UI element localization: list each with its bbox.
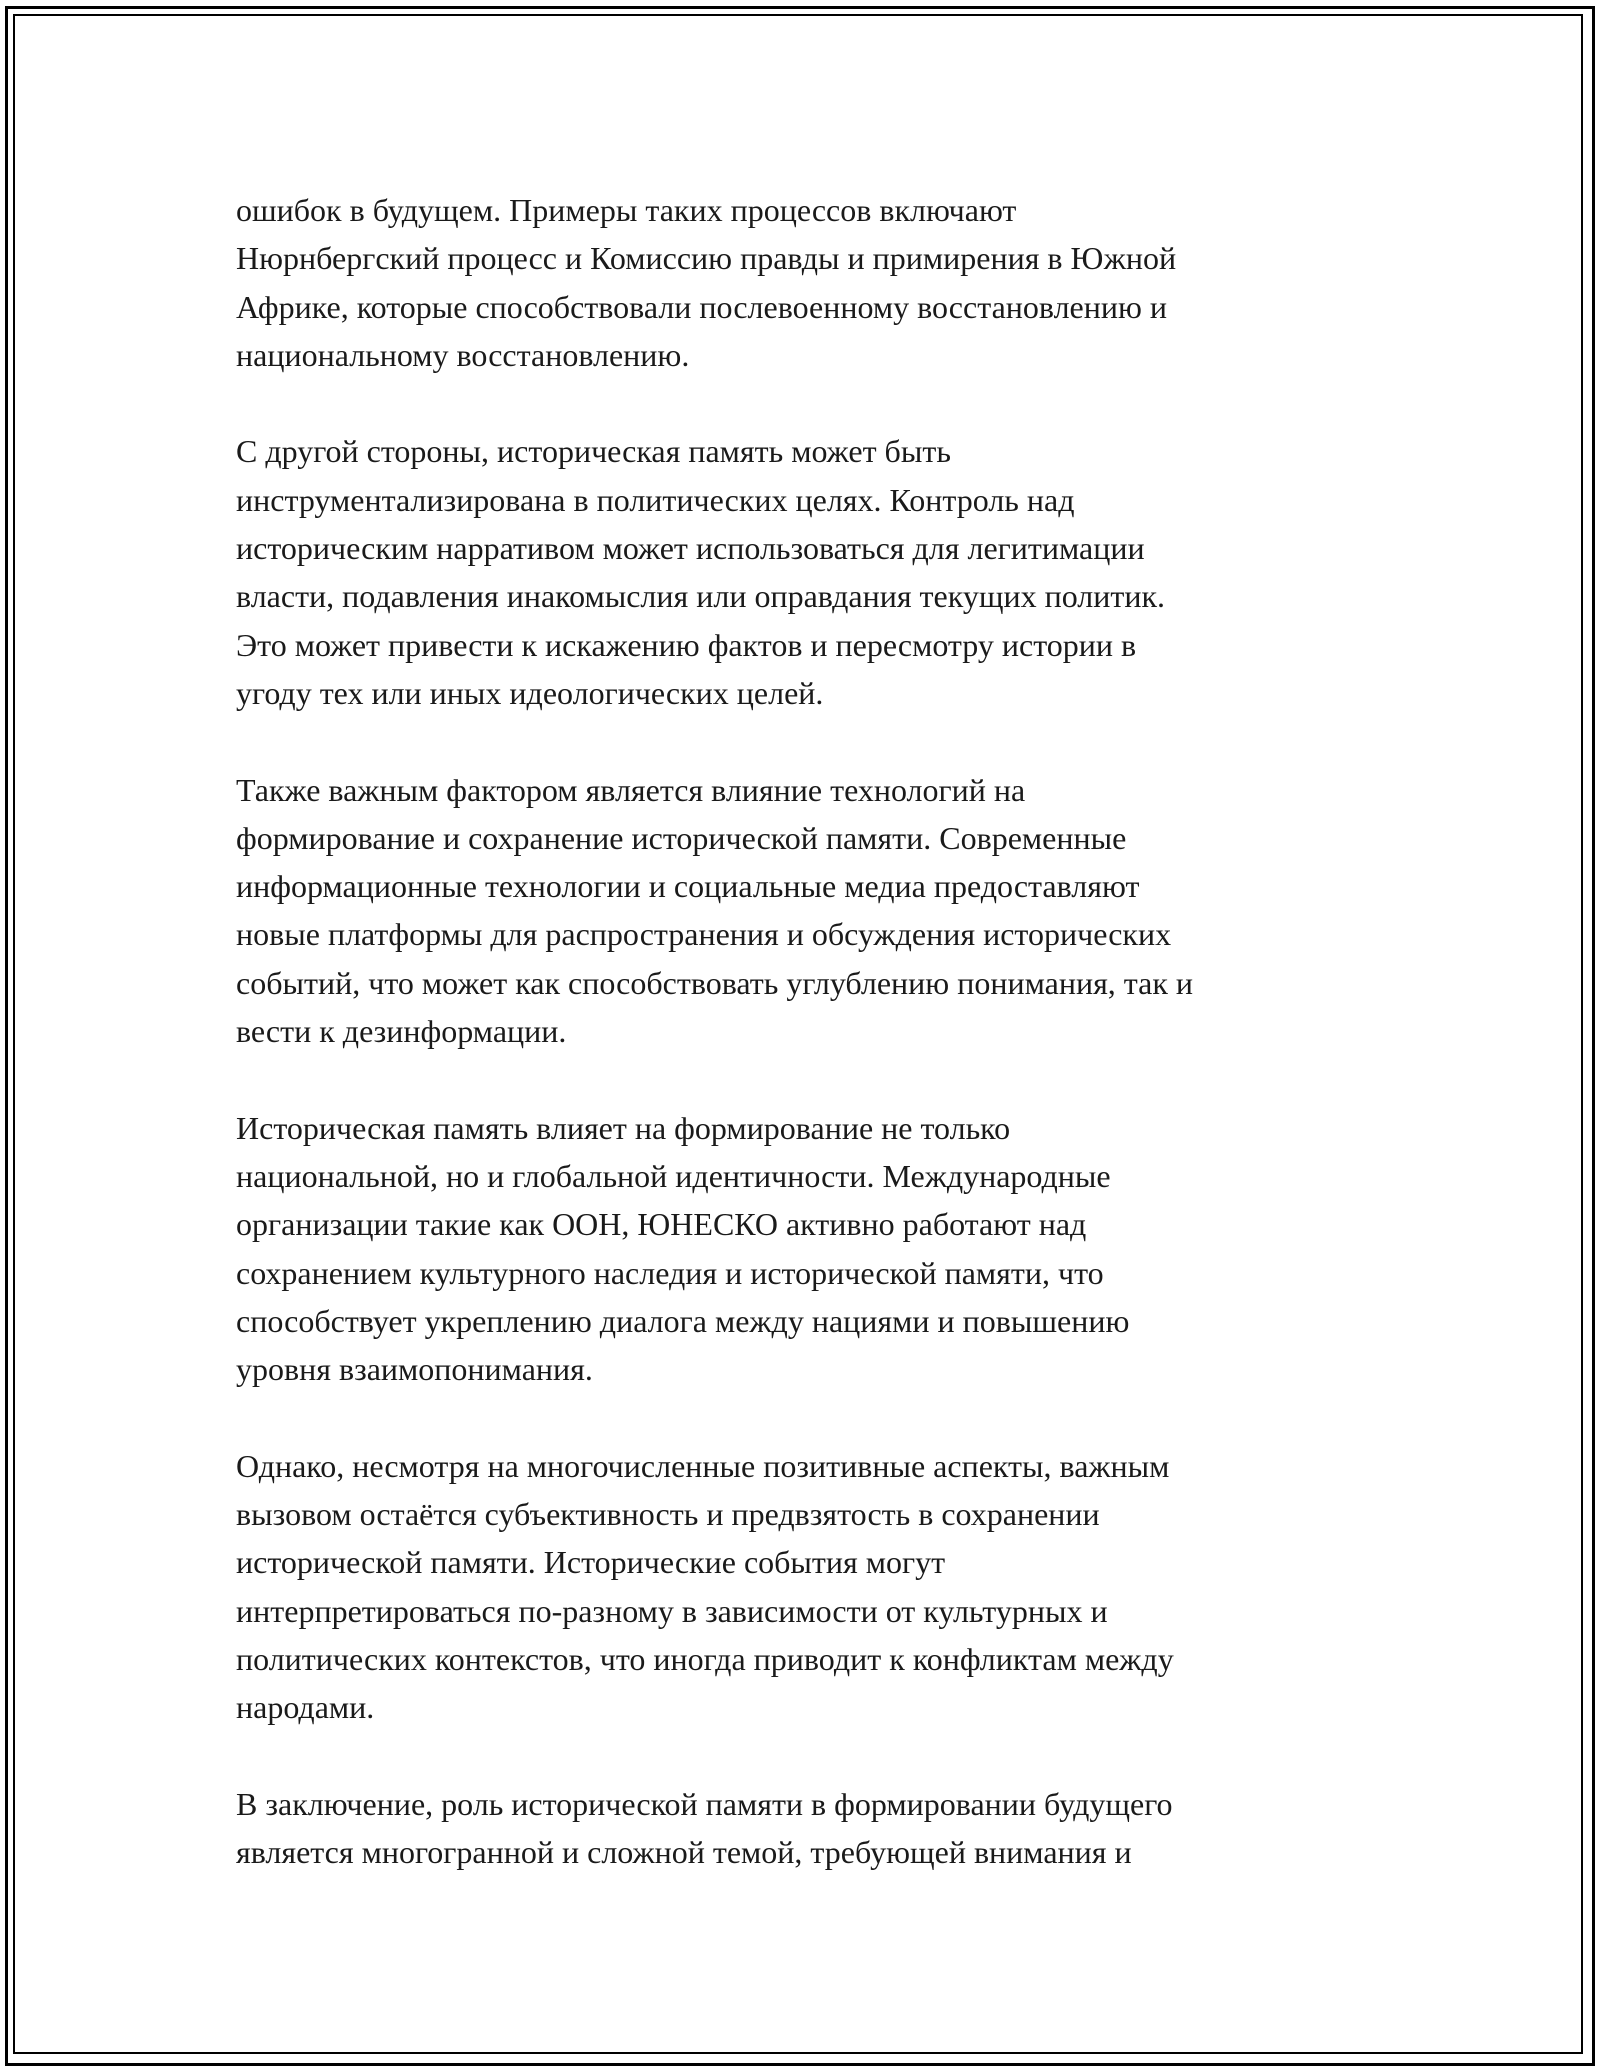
text-line: информационные технологии и социальные медиа предоставляют — [236, 868, 1140, 905]
text-line: исторической памяти. Исторические события могут — [236, 1544, 946, 1581]
text-line: организации такие как ООН, ЮНЕСКО активно работают над — [236, 1206, 1087, 1243]
text-line: историческим нарративом может использоваться для легитимации — [236, 530, 1145, 567]
text-line: С другой стороны, историческая память может быть — [236, 433, 951, 470]
document-body — [236, 186, 1366, 1925]
text-line: Также важным фактором является влияние технологий на — [236, 771, 1026, 808]
paragraph-2 — [236, 427, 1366, 717]
text-line: вести к дезинформации. — [236, 1013, 567, 1050]
text-line: власти, подавления инакомыслия или оправдания текущих политик. — [236, 578, 1166, 615]
text-line: народами. — [236, 1689, 375, 1726]
text-line: интерпретироваться по-разному в зависимости от культурных и — [236, 1592, 1108, 1629]
text-line: угоду тех или иных идеологических целей. — [236, 674, 824, 711]
text-line: инструментализирована в политических целях. Контроль над — [236, 481, 1075, 518]
text-line: формирование и сохранение исторической памяти. Современные — [236, 819, 1127, 856]
paragraph-6 — [236, 1780, 1366, 1877]
text-line: новые платформы для распространения и обсуждения исторических — [236, 916, 1172, 953]
text-line: Историческая память влияет на формирование не только — [236, 1109, 1011, 1146]
text-line: событий, что может как способствовать углублению понимания, так и — [236, 964, 1194, 1001]
paragraph-4 — [236, 1104, 1366, 1394]
text-line: сохранением культурного наследия и исторической памяти, что — [236, 1254, 1104, 1291]
text-line: Однако, несмотря на многочисленные позитивные аспекты, важным — [236, 1447, 1170, 1484]
text-line: ошибок в будущем. Примеры таких процессов включают — [236, 192, 1017, 228]
paragraph-1 — [236, 186, 1366, 379]
text-line: уровня взаимопонимания. — [236, 1351, 593, 1388]
text-line: Африке, которые способствовали послевоенному восстановлению и — [236, 288, 1168, 325]
text-line: Это может привести к искажению фактов и пересмотру истории в — [236, 626, 1137, 663]
text-line: способствует укреплению диалога между нациями и повышению — [236, 1302, 1130, 1339]
text-line: национальному восстановлению. — [236, 336, 690, 373]
text-line: Нюрнбергский процесс и Комиссию правды и примирения в Южной — [236, 240, 1177, 277]
text-line: вызовом остаётся субъективность и предвзятость в сохранении — [236, 1496, 1100, 1533]
text-line: является многогранной и сложной темой, требующей внимания и — [236, 1834, 1132, 1871]
paragraph-3 — [236, 766, 1366, 1056]
text-line: политических контекстов, что иногда приводит к конфликтам между — [236, 1640, 1174, 1677]
text-line: В заключение, роль исторической памяти в формировании будущего — [236, 1785, 1173, 1822]
paragraph-5 — [236, 1442, 1366, 1732]
text-line: национальной, но и глобальной идентичности. Международные — [236, 1157, 1111, 1194]
